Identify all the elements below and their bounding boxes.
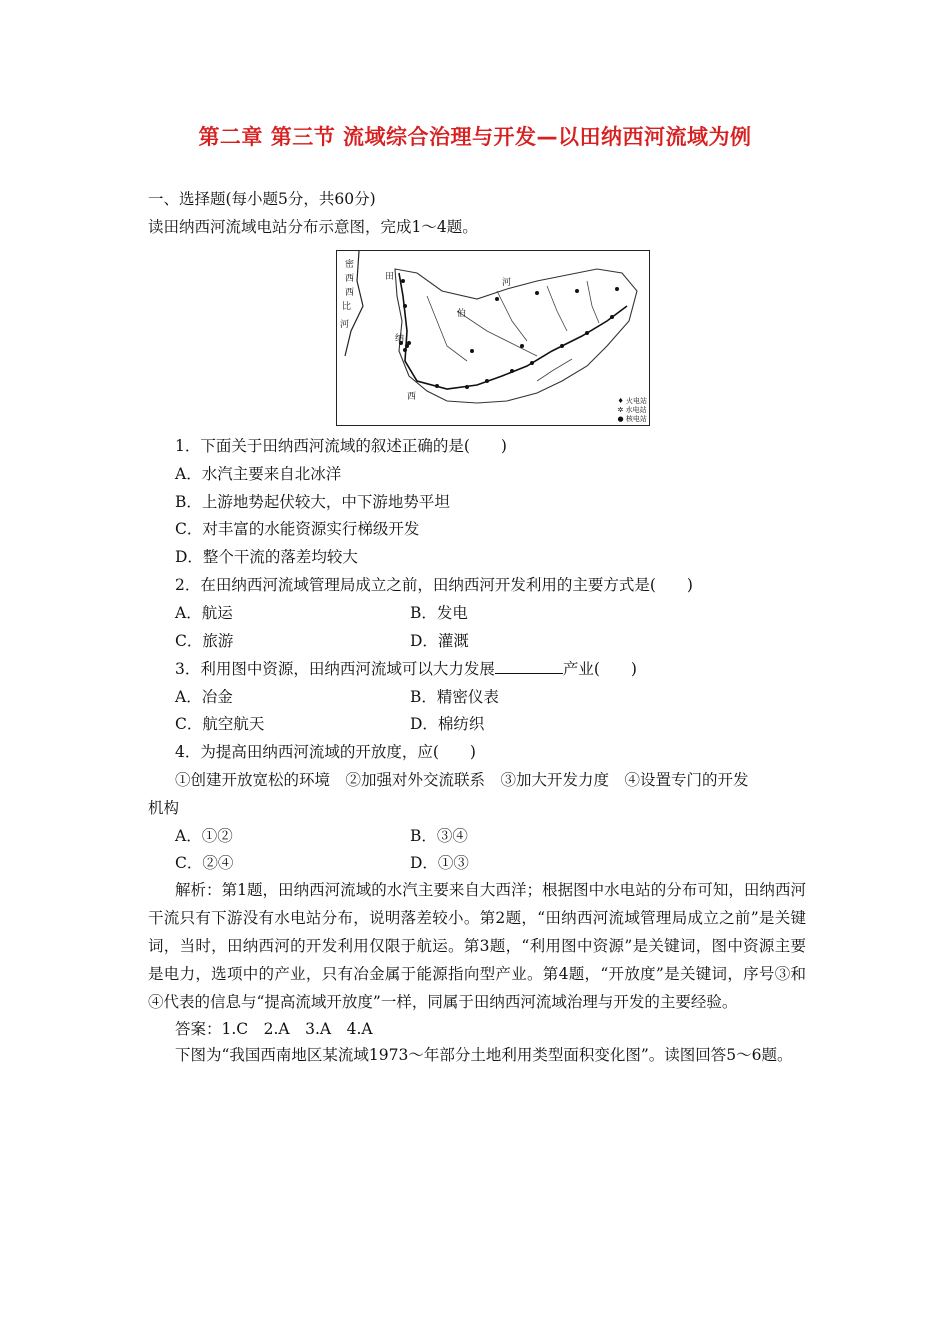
option-row [175,603,468,623]
map-label: 河 [340,320,350,330]
map-legend: ♦ 火电站 ✲ 水电站 ● 核电站 [617,397,647,423]
option: A．冶金 [175,688,233,706]
option: C．航空航天 [175,715,265,733]
map-label: 密 [345,260,355,270]
option: D．①③ [410,854,469,872]
map-label: 西 [345,288,355,298]
map-label: 西 [407,392,417,402]
option-row [175,631,469,651]
analysis-text: 解析：第1题，田纳西河流域的水汽主要来自大西洋；根据图中水电站的分布可知，田纳西河干流只有下游没有水电站分布，说明落差较小。第2题，“田纳西河流域管理局成立之前”是关键词，当时，田纳西河的开发利用仅限于航运。第3题，“利用图中资源”是关键词，图中资源主要是电力，选项中的产业，只有冶金属于能源指向型产业。第4题，“开放度”是关键词，序号③和④代表的信息与“提高流域开放度”一样，同属于田纳西河流域治理与开发的主要经验。 [148,881,806,1011]
option: B．发电 [410,604,468,622]
map-label: 比 [342,302,352,312]
question-statements: ①创建开放宽松的环境 ②加强对外交流联系 ③加大开发力度 ④设置专门的开发 [175,771,749,789]
map-label: 西 [345,274,355,284]
option: A．①② [175,827,233,845]
map-label: 田 [385,272,395,282]
option: C．对丰富的水能资源实行梯级开发 [175,520,420,538]
intro-text: 读田纳西河流域电站分布示意图，完成1～4题。 [148,218,478,236]
option-row [175,853,469,873]
map-label: 纳 [395,334,405,344]
option: B．上游地势起伏较大，中下游地势平坦 [175,493,450,511]
question-statements-cont: 机构 [148,799,180,817]
map-drawing [337,251,649,425]
question-stem: 3．利用图中资源，田纳西河流域可以大力发展 产业( ) [175,660,637,678]
section-heading: 一、选择题(每小题5分，共60分) [148,190,376,208]
tennessee-basin-map [336,250,650,426]
thermal-station-icon: ♦ [617,397,624,405]
answer-text: 答案：1.C 2.A 3.A 4.A [175,1020,373,1038]
option: D．棉纺织 [410,715,485,733]
question-stem: 1．下面关于田纳西河流域的叙述正确的是( ) [175,437,507,455]
option: A．水汽主要来自北冰洋 [175,465,342,483]
map-label: 河 [502,278,512,288]
option: B．③④ [410,827,468,845]
option: B．精密仪表 [410,688,499,706]
option: A．航运 [175,604,233,622]
question-stem: 4．为提高田纳西河流域的开放度，应( ) [175,743,476,761]
page-title: 第二章 第三节 流域综合治理与开发—以田纳西河流域为例 [198,125,752,149]
option: D．灌溉 [410,632,469,650]
nuclear-station-icon: ● [617,415,624,423]
option-row [175,714,485,734]
option: C．②④ [175,854,234,872]
option-row [175,687,499,707]
question-stem: 2．在田纳西河流域管理局成立之前，田纳西河开发利用的主要方式是( ) [175,576,693,594]
option: C．旅游 [175,632,234,650]
option: D．整个干流的落差均较大 [175,548,358,566]
intro-text-2: 下图为“我国西南地区某流域1973～年部分土地利用类型面积变化图”。读图回答5～6题。 [175,1046,793,1064]
fill-blank [495,659,563,674]
map-label: 伯 [457,309,467,319]
hydro-station-icon: ✲ [617,406,624,414]
option-row [175,826,468,846]
